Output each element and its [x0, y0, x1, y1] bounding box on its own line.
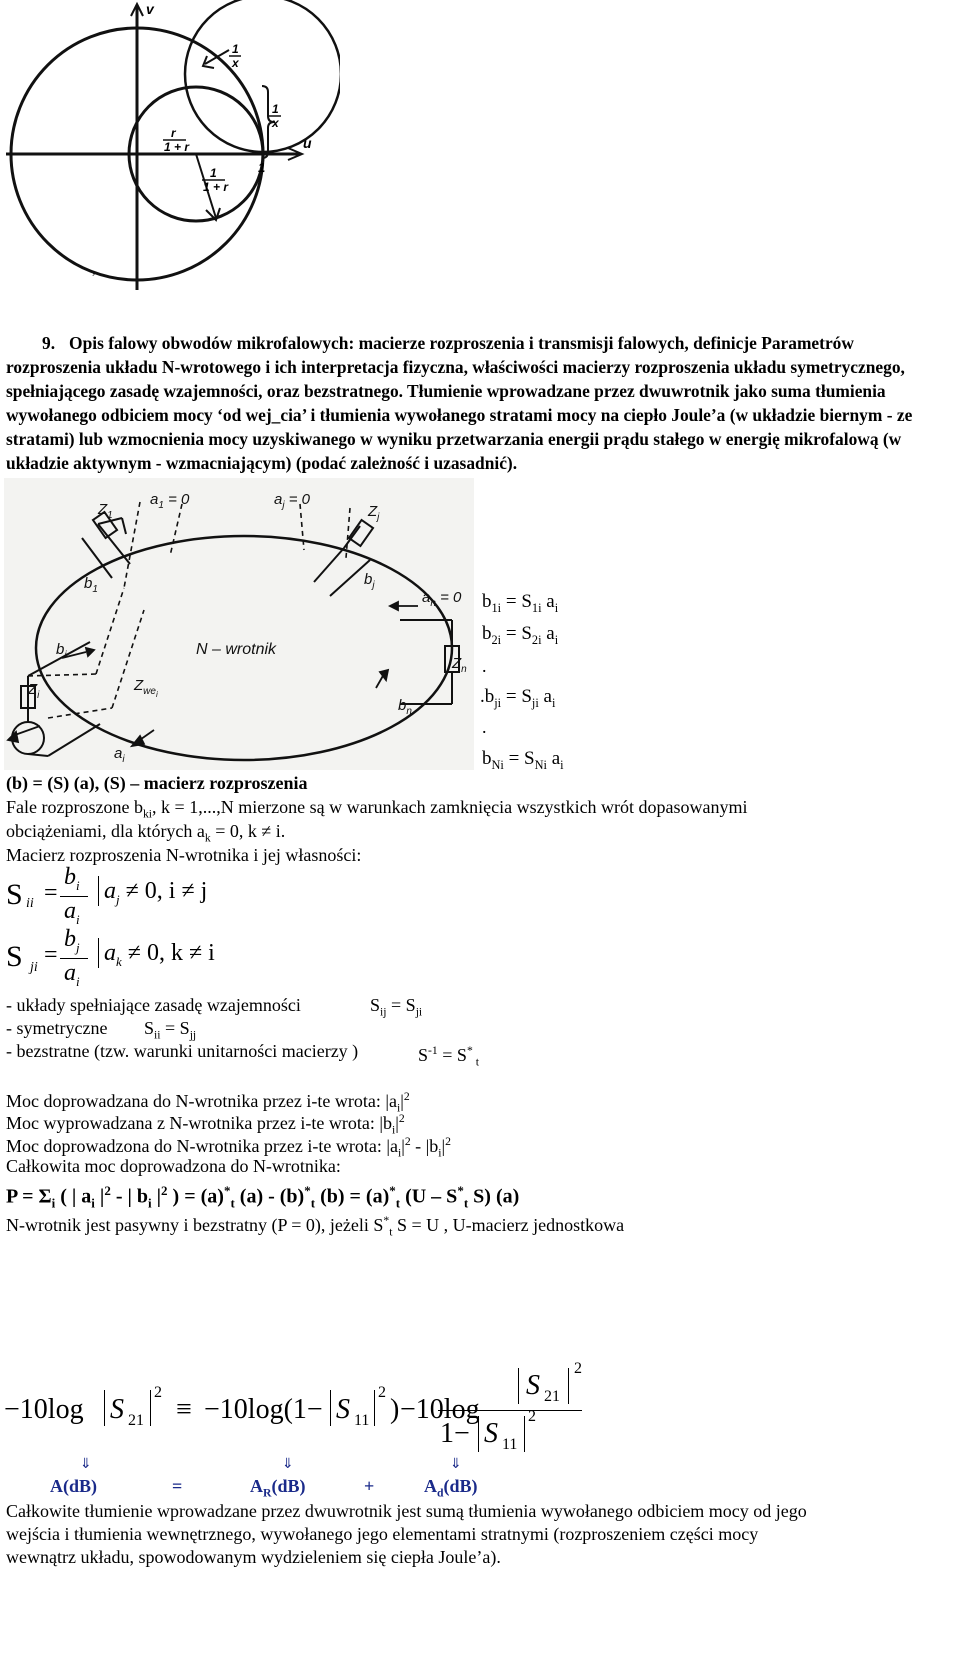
arrow-3: ⇓: [450, 1456, 462, 1472]
n-port-figure: [4, 478, 474, 770]
v-axis-label: v: [146, 1, 154, 17]
total-label: Całkowita moc doprowadzona do N-wrotnika:: [6, 1156, 341, 1176]
svg-text:,: ,: [92, 263, 96, 278]
closing-line-2: wejścia i tłumienia wewnętrznego, wywołanego jego elementami stratnymi (rozproszeniem części mocy: [6, 1524, 759, 1544]
eq-b1i: $b_{1i} = S_{1i}$ $a_i$: [482, 591, 559, 615]
sii-definition: S ii = $b_i$ $a_i$ $a_j \ne 0$, i ≠ j: [6, 864, 208, 927]
passive-line: N-wrotnik jest pasywny i bezstratny (P = 0), jeżeli $S^*_t$ S = U , U-macierz jednostkowa: [6, 1214, 625, 1239]
zi-label: $Z_i$: [28, 681, 40, 701]
equals-label: =: [172, 1476, 183, 1496]
one-label: 1: [258, 160, 266, 175]
ad-db-label: $A_d(dB)$: [424, 1476, 478, 1500]
an-label: $a_n = 0$: [422, 589, 462, 609]
svg-text:x: x: [272, 116, 279, 130]
recip-line: - układy spełniające zasadę wzajemności: [6, 995, 301, 1015]
waves-line-1: Fale rozproszone $b_{ki}$, k = 1,...,N mierzone są w warunkach zamknięcia wszystkich wrót dopasowanymi: [6, 797, 748, 821]
svg-text:1: 1: [272, 102, 279, 116]
waves-line-2: obciążeniami, dla których $a_k = 0$, k ≠ i.: [6, 821, 286, 845]
svg-text:1 + r: 1 + r: [203, 180, 229, 194]
closing-line-1: Całkowite tłumienie wprowadzane przez dwuwrotnik jest sumą tłumienia wywołanego odbiciem mocy od jego: [6, 1501, 807, 1521]
x-circle: [185, 0, 340, 152]
ar-db-label: $A_R(dB)$: [250, 1476, 306, 1500]
props-title: Macierz rozproszenia N-wrotnika i jej własności:: [6, 845, 362, 865]
zj-label: $Z_j$: [368, 503, 380, 523]
bn-label: $b_n$: [398, 697, 412, 717]
bj-label: $b_j$: [364, 571, 375, 591]
zn-label: $Z_n$: [452, 655, 467, 675]
sji-definition: S ji = $b_j$ $a_i$ $a_k \ne 0$, k ≠ i: [6, 926, 215, 989]
smith-chart-figure: [0, 0, 340, 300]
eq-dot-1: .: [482, 656, 487, 676]
svg-text:1 + r: 1 + r: [164, 140, 190, 154]
question-number: 9.: [42, 333, 56, 353]
u-axis-label: u: [303, 135, 312, 151]
eq-b2i: $b_{2i} = S_{2i}$ $a_i$: [482, 623, 559, 647]
z1-label: $Z_1$: [98, 501, 113, 521]
eq-dot-2: .: [482, 717, 487, 737]
arrow-1: ⇓: [80, 1456, 92, 1472]
lossless-formula: $S^{-1} = S^*$ $_t$: [418, 1044, 479, 1069]
p-out-line: Moc wyprowadzana z N-wrotnika przez i-te wrota: $|b_i|^2$: [6, 1112, 405, 1137]
lossless-line: - bezstratne (tzw. warunki unitarności macierzy ): [6, 1041, 359, 1061]
arrow-2: ⇓: [282, 1456, 294, 1472]
sym-formula: $S_{ii} = S_{jj}$: [144, 1018, 197, 1042]
attenuation-formula: −10log S 21 2 ≡ −10log(1− S 11 2 ) −10log S 21 2 1− S 11 2: [4, 1360, 582, 1453]
question-heading: [6, 331, 951, 475]
b1-label: $b_1$: [84, 575, 98, 595]
p-net-line: Moc doprowadzona do N-wrotnika przez i-te wrota: $|a_i|^2 - |b_i|^2$: [6, 1135, 451, 1160]
svg-text:1: 1: [232, 42, 239, 56]
matrix-title: (b) = (S) (a), (S) – macierz rozproszenia: [6, 773, 308, 793]
zwe-label: $Z_{wei}$: [134, 677, 158, 699]
center-label: N – wrotnik: [196, 641, 277, 658]
a1-label: $a_1 = 0$: [150, 491, 190, 511]
svg-text:1: 1: [210, 166, 217, 180]
aj-label: $a_j = 0$: [274, 491, 311, 511]
a-db-label: A(dB): [50, 1476, 98, 1496]
svg-text:x: x: [232, 56, 239, 70]
eq-bni: $b_{Ni} = S_{Ni}$ $a_i$: [482, 748, 564, 772]
svg-text:r: r: [171, 126, 176, 140]
p-in-line: Moc doprowadzana do N-wrotnika przez i-te wrota: $|a_i|^2$: [6, 1090, 410, 1115]
plus-label: +: [364, 1476, 375, 1496]
bi-label: $b_i$: [56, 641, 67, 661]
sym-line: - symetryczne: [6, 1018, 108, 1038]
closing-line-3: wewnątrz układu, spowodowanym wydzieleniem się ciepła Joule’a).: [6, 1547, 501, 1567]
ai-label: $a_i$: [114, 745, 125, 765]
recip-formula: $S_{ij} = S_{ji}$: [370, 995, 423, 1019]
eq-bji: $.b_{ji} = S_{ji}$ $a_i$: [480, 686, 556, 710]
question-text: Opis falowy obwodów mikrofalowych: macierze rozproszenia i transmisji falowych, definicje Parametrów rozproszenia układu N-wrotowego i ich interpretacja fizyczna, właściwości macierzy rozproszenia układu symetrycznego, spełniającego zasadę wzajemności, oraz bezstratnego. Tłumienie wprowadzane przez dwuwrotnik jako suma tłumienia wywołanego odbiciem mocy ‘od wej_cia’ i tłumienia wywołanego stratami mocy na ciepło Joule’a (w układzie biernym - ze stratami) lub wzmocnienia mocy uzyskiwanego w wyniku przetwarzania energii prądu stałego w energię mikrofalową (w układzie aktywnym - wzmacniającym) (podać zależność i uzasadnić).: [6, 333, 913, 473]
total-power-formula: $P = \Sigma_i$ ( | $a_i$ $|^2$ - | $b_i$ $|^2$ ) = $(a)^*_t$ $(a) - (b)^*_t$ $(b) = (a)^*_t$ ($U - S^*_t$ S) (a): [6, 1183, 520, 1211]
